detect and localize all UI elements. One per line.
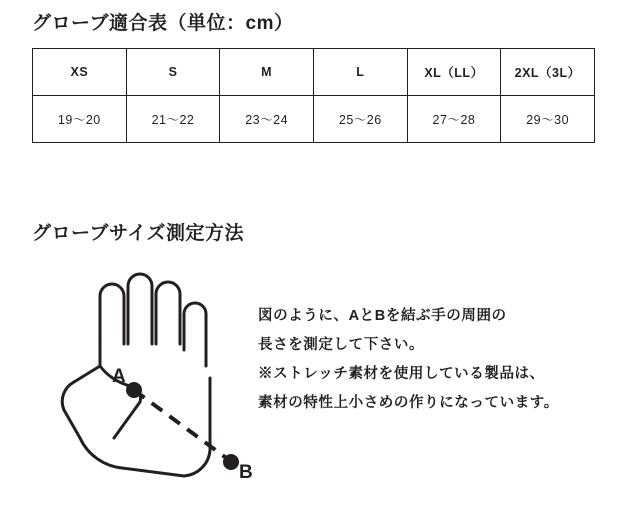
measure-instruction-line: 素材の特性上小さめの作りになっています。 <box>258 395 559 411</box>
table-cell: 19〜20 <box>33 96 127 143</box>
measure-instruction-line: 長さを測定して下さい。 <box>258 337 425 353</box>
table-header-cell: L <box>313 49 407 96</box>
table-cell: 29〜30 <box>501 96 595 143</box>
point-a-label: A <box>112 366 126 387</box>
point-b-marker <box>223 454 239 470</box>
measure-instruction-line: ※ストレッチ素材を使用している製品は、 <box>258 366 545 382</box>
measure-instructions <box>258 302 608 418</box>
table-header-cell: 2XL（3L） <box>501 49 595 96</box>
chart-title: グローブ適合表（単位：cm） <box>32 13 294 34</box>
middle-finger-outline <box>128 274 152 344</box>
size-chart-table <box>32 48 595 143</box>
table-header-cell: M <box>220 49 314 96</box>
point-a-marker <box>126 382 142 398</box>
table-cell: 21〜22 <box>126 96 220 143</box>
measure-title: グローブサイズ測定方法 <box>32 223 245 244</box>
ring-finger-outline <box>156 282 180 344</box>
table-cell: 25〜26 <box>313 96 407 143</box>
table-cell: 27〜28 <box>407 96 501 143</box>
table-header-row <box>33 49 595 96</box>
palm-outline <box>62 344 210 476</box>
table-row <box>33 96 595 143</box>
measure-instruction-line: 図のように、AとBを結ぶ手の周囲の <box>258 308 507 324</box>
table-header-cell: XS <box>33 49 127 96</box>
table-cell: 23〜24 <box>220 96 314 143</box>
measure-dashed-line <box>134 390 229 460</box>
table-header-cell: S <box>126 49 220 96</box>
table-header-cell: XL（LL） <box>407 49 501 96</box>
hand-diagram <box>34 270 254 495</box>
point-b-label: B <box>239 462 253 483</box>
little-finger-outline <box>184 303 206 366</box>
index-finger-outline <box>100 284 124 344</box>
